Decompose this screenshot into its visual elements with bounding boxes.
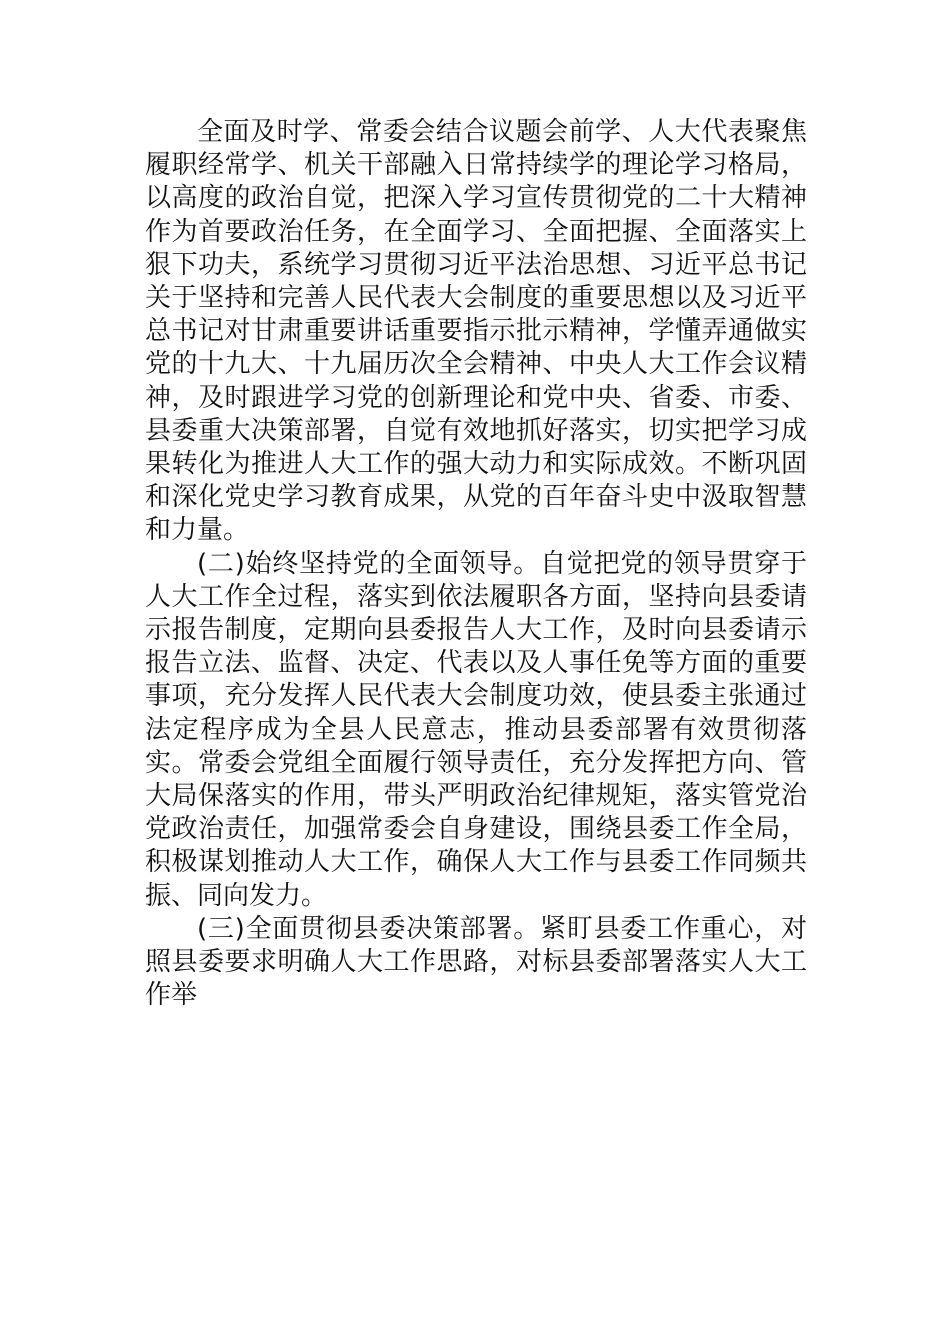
paragraph-study-pattern: 全面及时学、常委会结合议题会前学、人大代表聚焦履职经常学、机关干部融入日常持续学的理论学习格局，以高度的政治自觉，把深入学习宣传贯彻党的二十大精神作为首要政治任务，在全面学习、全面把握、全面落实上狠下功夫，系统学习贯彻习近平法治思想、习近平总书记关于坚持和完善人民代表大会制度的重要思想以及习近平总书记对甘肃重要讲话重要指示批示精神，学懂弄通做实党的十九大、十九届历次全会精神、中央人大工作会议精神，及时跟进学习党的创新理论和党中央、省委、市委、县委重大决策部署，自觉有效地抓好落实，切实把学习成果转化为推进人大工作的强大动力和实际成效。不断巩固和深化党史学习教育成果，从党的百年奋斗史中汲取智慧和力量。 [145,117,807,546]
paragraph-party-leadership: (二)始终坚持党的全面领导。自觉把党的领导贯穿于人大工作全过程，落实到依法履职各方面，坚持向县委请示报告制度，定期向县委报告人大工作，及时向县委请示报告立法、监督、决定、代表以及人事任免等方面的重要事项，充分发挥人民代表大会制度功效，使县委主张通过法定程序成为全县人民意志，推动县委部署有效贯彻落实。常委会党组全面履行领导责任，充分发挥把方向、管大局保落实的作用，带头严明政治纪律规矩，落实管党治党政治责任，加强常委会自身建设，围绕县委工作全局，积极谋划推动人大工作，确保人大工作与县委工作同频共振、同向发力。 [145,548,807,911]
document-body [145,116,807,1012]
paragraph-county-decisions: (三)全面贯彻县委决策部署。紧盯县委工作重心，对照县委要求明确人大工作思路，对标县委部署落实人大工作举 [145,913,807,1011]
